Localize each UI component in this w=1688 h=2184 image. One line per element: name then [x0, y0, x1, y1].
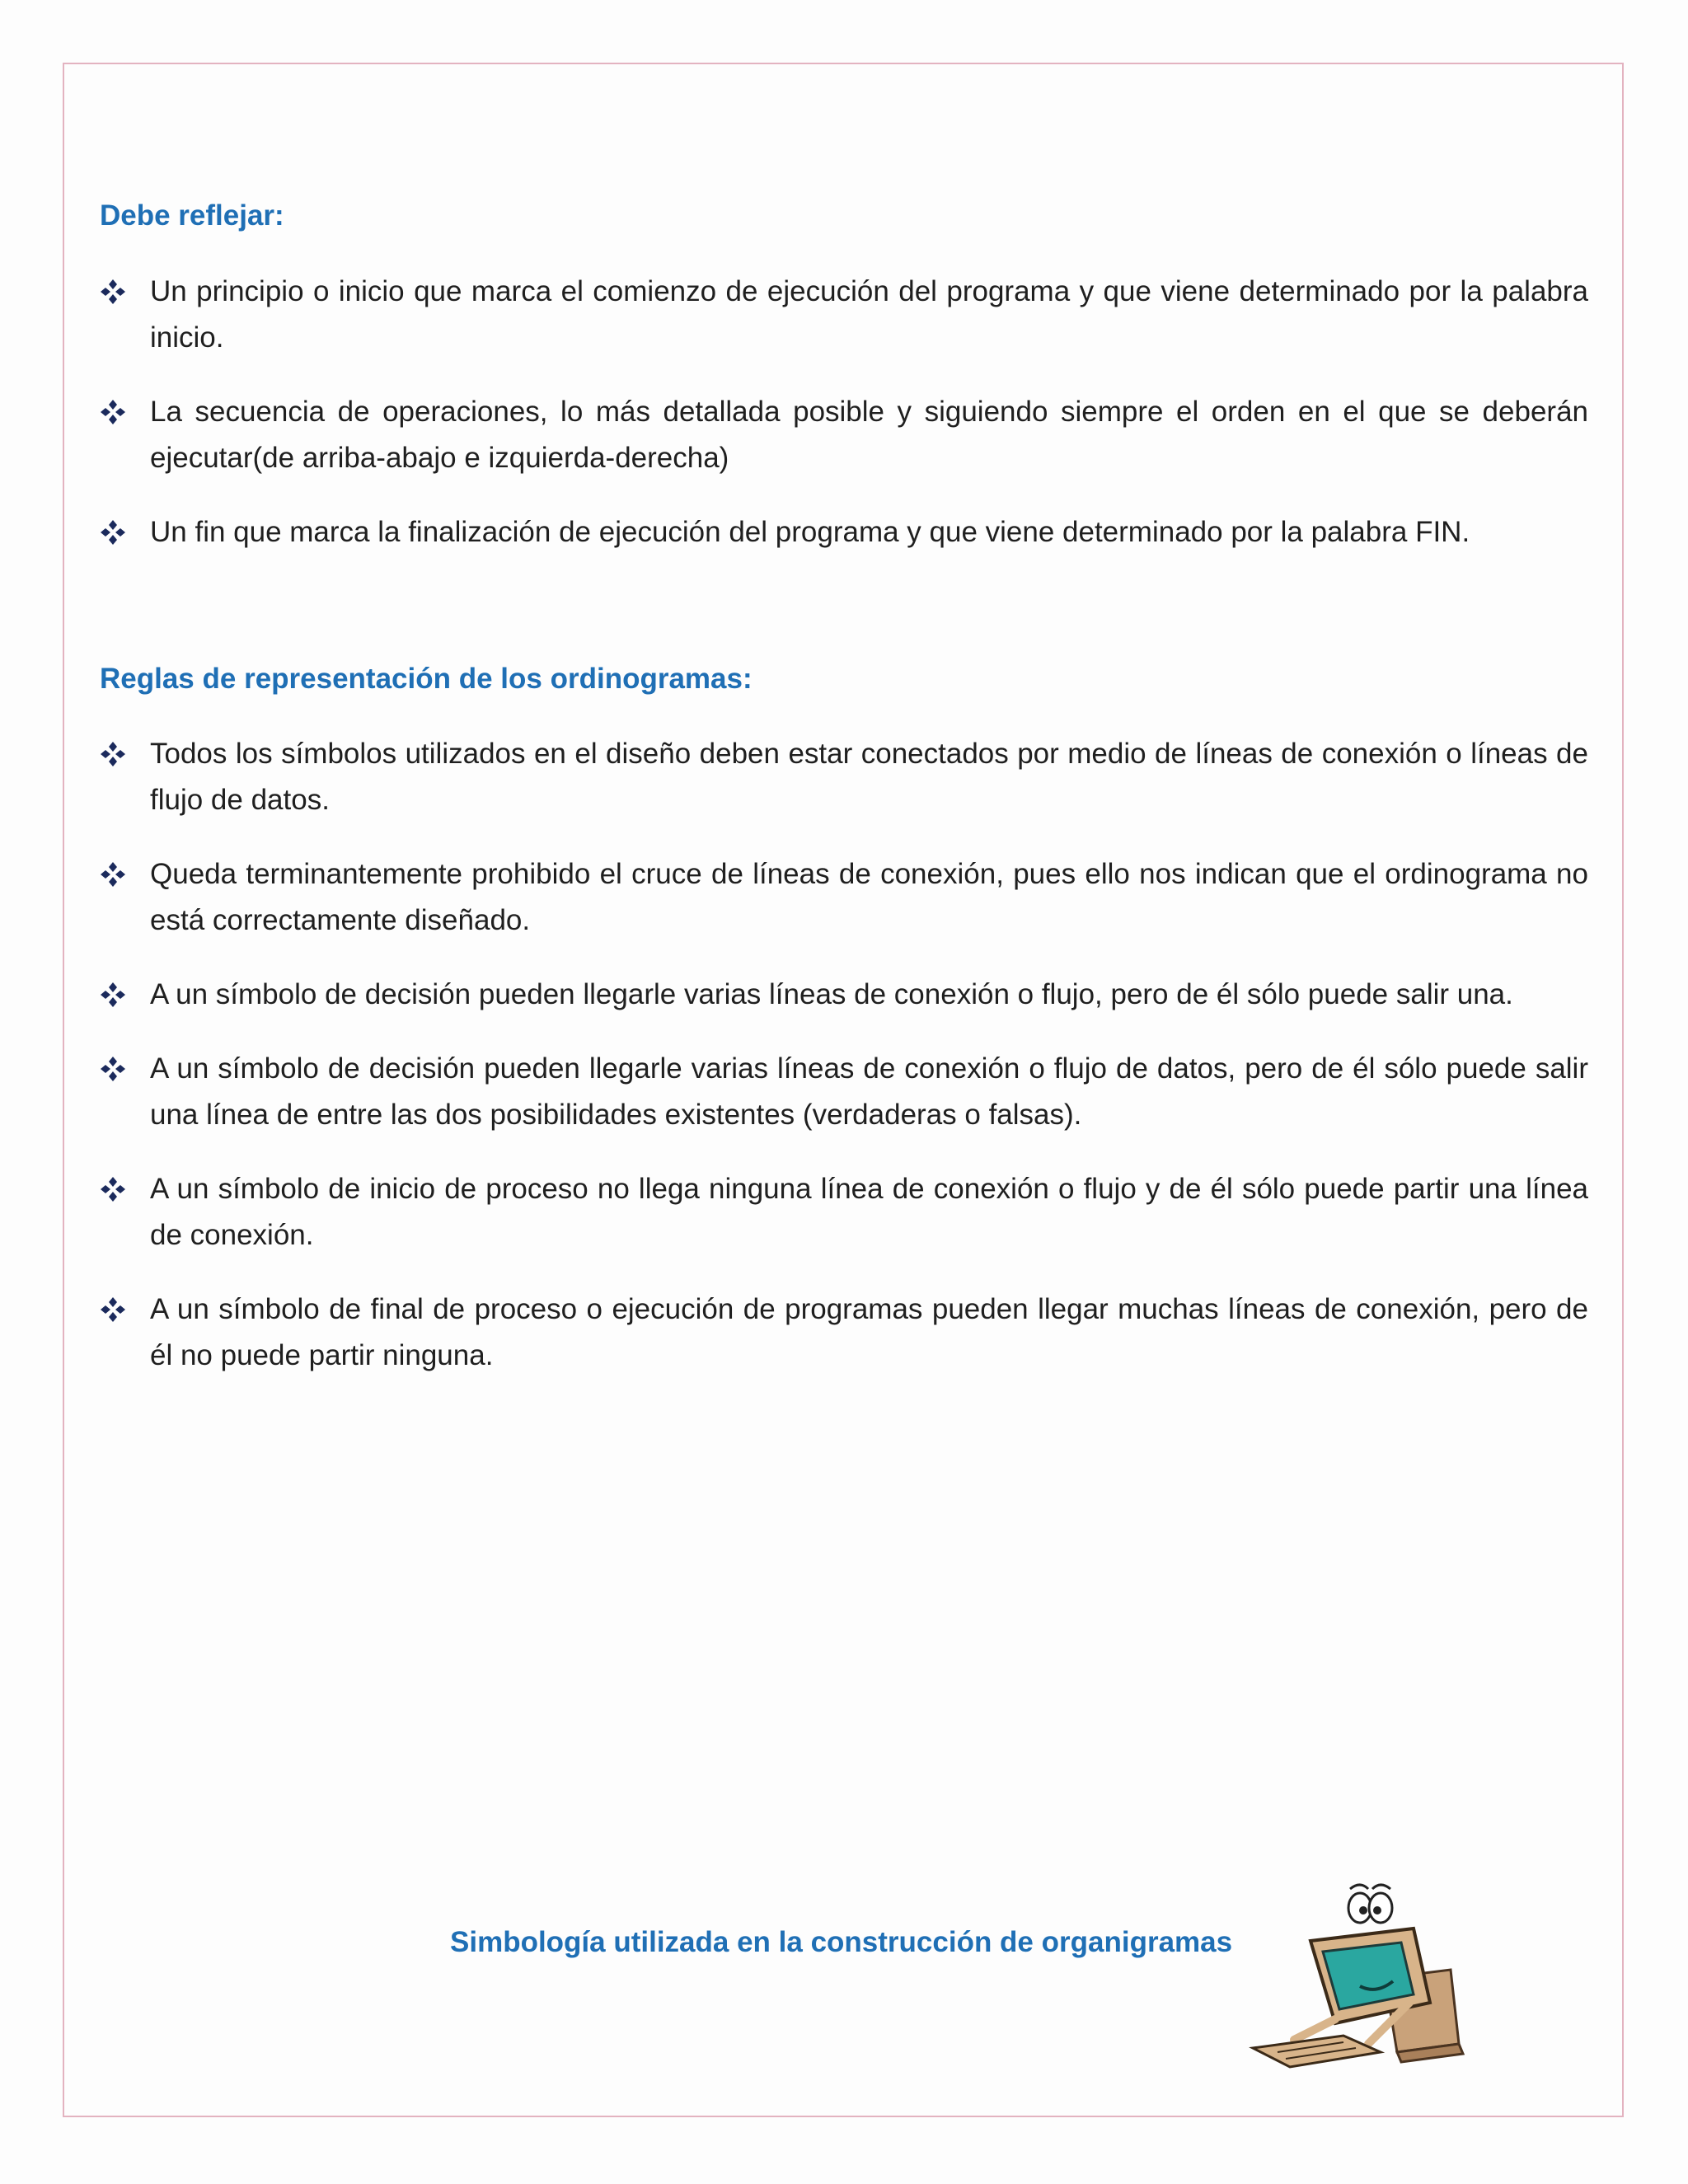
footer-title: Simbología utilizada en la construcción de organigramas [450, 1926, 1233, 1958]
diamond-bullet-icon [100, 982, 126, 1008]
list-item-text: Queda terminantemente prohibido el cruce de líneas de conexión, pues ello nos indican que el ordinograma no está correctamente diseñado. [150, 858, 1588, 936]
diamond-bullet-icon [100, 1056, 126, 1082]
list-item [100, 851, 1588, 944]
list-item [100, 972, 1588, 1018]
diamond-bullet-icon [100, 1296, 126, 1323]
diamond-bullet-icon [100, 519, 126, 546]
list-item-text: A un símbolo de final de proceso o ejecución de programas pueden llegar muchas líneas de conexión, pero de él no puede partir ninguna. [150, 1293, 1588, 1371]
list-item-text: A un símbolo de inicio de proceso no llega ninguna línea de conexión o flujo y de él sólo puede partir una línea de conexión. [150, 1173, 1588, 1251]
requirements-list [100, 269, 1588, 583]
diamond-bullet-icon [100, 399, 126, 425]
list-item-text: Todos los símbolos utilizados en el diseño deben estar conectados por medio de líneas de conexión o líneas de flujo de datos. [150, 738, 1588, 816]
section-heading-debe-reflejar: Debe reflejar: [100, 199, 284, 232]
list-item [100, 1166, 1588, 1258]
section-heading-reglas: Reglas de representación de los ordinogramas: [100, 663, 753, 695]
diamond-bullet-icon [100, 1176, 126, 1202]
list-item-text: A un símbolo de decisión pueden llegarle varias líneas de conexión o flujo de datos, pero de él sólo puede salir una línea de entre las dos posibilidades existentes (verdaderas o falsas). [150, 1052, 1588, 1131]
list-item [100, 389, 1588, 481]
list-item [100, 731, 1588, 823]
list-item [100, 269, 1588, 361]
diamond-bullet-icon [100, 279, 126, 305]
diamond-bullet-icon [100, 741, 126, 767]
rules-list [100, 731, 1588, 1407]
diamond-bullet-icon [100, 861, 126, 888]
list-item-text: A un símbolo de decisión pueden llegarle varias líneas de conexión o flujo, pero de él sólo puede salir una. [150, 978, 1513, 1010]
list-item [100, 509, 1588, 555]
list-item [100, 1286, 1588, 1379]
list-item [100, 1046, 1588, 1138]
computer-mascot-icon [1245, 1879, 1475, 2069]
list-item-text: La secuencia de operaciones, lo más detallada posible y siguiendo siempre el orden en el que se deberán ejecutar(de arriba-abajo e izquierda-derecha) [150, 396, 1588, 474]
list-item-text: Un fin que marca la finalización de ejecución del programa y que viene determinado por la palabra FIN. [150, 516, 1470, 548]
list-item-text: Un principio o inicio que marca el comienzo de ejecución del programa y que viene determinado por la palabra inicio. [150, 275, 1588, 354]
